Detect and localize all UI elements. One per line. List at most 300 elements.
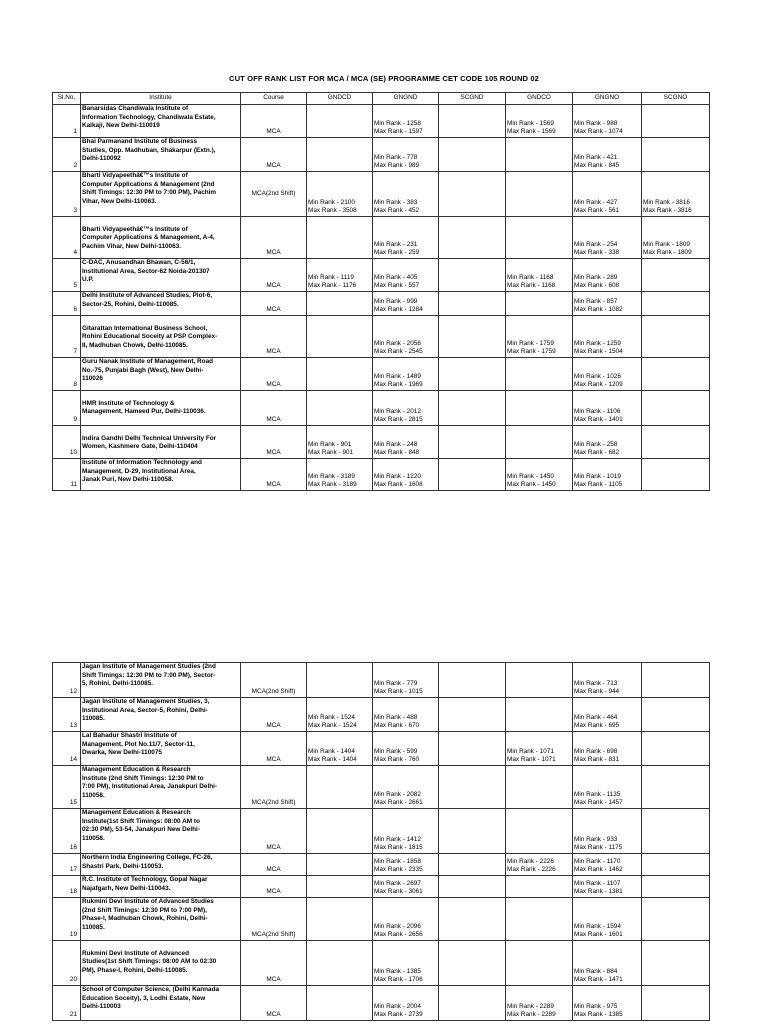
- rank-cell-gndcd: [307, 698, 373, 732]
- table-header-row: [53, 93, 710, 105]
- min-rank: Min Rank - 2100: [308, 198, 355, 206]
- rank-cell-scgno: [642, 809, 710, 854]
- rank-cell-gngno: [573, 766, 642, 809]
- table-row: [53, 426, 710, 459]
- min-rank: Min Rank - 289: [574, 273, 618, 281]
- max-rank: Max Rank - 3061: [374, 888, 423, 896]
- course-cell: MCA: [241, 292, 307, 316]
- rank-cell-gngno: [573, 292, 642, 316]
- institute-line: Bhai Parmanand Institute of Business: [82, 138, 198, 145]
- institute-line: 110058.: [82, 791, 105, 799]
- institute-cell: [81, 663, 241, 698]
- row-serial-number: 2: [53, 138, 81, 172]
- institute-line: Dwarka, New Delhi-110075: [82, 749, 162, 757]
- rank-cell-gngnd: [373, 105, 439, 138]
- rank-cell-scgno: [642, 358, 710, 391]
- institute-line: Management, D-29, Institutional Area,: [82, 467, 196, 475]
- course-cell: MCA: [241, 941, 307, 986]
- institute-cell: [81, 986, 241, 1021]
- rank-cell-gngnd: [373, 217, 439, 259]
- max-rank: Max Rank - 845: [574, 162, 620, 170]
- institute-line: Jagan Institute of Management Studies, 3,: [82, 698, 210, 705]
- institute-line: Indira Gandhi Delhi Technical University For: [82, 434, 217, 442]
- institute-cell: [81, 316, 241, 358]
- institute-line: 110026: [82, 375, 103, 383]
- rank-cell-gngnd: [373, 986, 439, 1021]
- max-rank: Max Rank - 848: [374, 449, 420, 457]
- max-rank: Max Rank - 901: [308, 449, 354, 457]
- min-rank: Min Rank - 464: [574, 713, 618, 721]
- rank-cell-gndcd: [307, 292, 373, 316]
- min-rank: Min Rank - 1071: [507, 747, 554, 755]
- institute-line: Management Education & Research: [82, 766, 191, 773]
- rank-cell-scgnd: [439, 105, 506, 138]
- min-rank: Min Rank - 1220: [374, 472, 421, 480]
- min-rank: Min Rank - 1412: [374, 835, 421, 843]
- max-rank: Max Rank - 944: [574, 688, 620, 696]
- rank-cell-gndco: [506, 292, 573, 316]
- rank-cell-gngnd: [373, 172, 439, 217]
- cutoff-table-part-1: [52, 92, 710, 491]
- row-serial-number: 8: [53, 358, 81, 391]
- institute-cell: [81, 898, 241, 941]
- min-rank: Min Rank - 857: [574, 297, 618, 305]
- institute-cell: [81, 732, 241, 766]
- institute-line: Delhi-110003: [82, 1003, 121, 1011]
- institute-line: Jagan Institute of Management Studies (2nd: [82, 663, 216, 670]
- max-rank: Max Rank - 1071: [507, 756, 556, 764]
- rank-cell-gndcd: [307, 766, 373, 809]
- min-rank: Min Rank - 988: [574, 119, 618, 127]
- rank-cell-scgnd: [439, 358, 506, 391]
- institute-line: Institute (2nd Shift Timings: 12:30 PM to: [82, 774, 204, 782]
- table-row: [53, 292, 710, 316]
- row-serial-number: 10: [53, 426, 81, 459]
- min-rank: Min Rank - 1019: [574, 472, 621, 480]
- min-rank: Min Rank - 258: [574, 440, 618, 448]
- table-row: [53, 217, 710, 259]
- rank-cell-gndcd: [307, 391, 373, 426]
- institute-line: (2nd Shift Timings: 12:30 PM to 7:00 PM),: [82, 906, 207, 914]
- rank-cell-scgno: [642, 172, 710, 217]
- min-rank: Min Rank - 1450: [507, 472, 554, 480]
- table-row: [53, 941, 710, 986]
- rank-cell-scgnd: [439, 259, 506, 292]
- institute-line: [82, 217, 239, 226]
- max-rank: Max Rank - 760: [374, 756, 420, 764]
- table-row: [53, 459, 710, 491]
- max-rank: Max Rank - 3816: [643, 207, 692, 215]
- rank-cell-scgno: [642, 217, 710, 259]
- max-rank: Max Rank - 1809: [643, 249, 692, 257]
- rank-cell-gndcd: [307, 172, 373, 217]
- max-rank: Max Rank - 1381: [574, 888, 623, 896]
- header-institute: Institute: [81, 93, 241, 105]
- institute-line: Vihar, New Delhi-110063.: [82, 197, 157, 205]
- rank-cell-scgnd: [439, 766, 506, 809]
- institute-line: PM), Phase-I, Rohini, Delhi-110085.: [82, 966, 188, 974]
- institute-cell: [81, 459, 241, 491]
- rank-cell-gndcd: [307, 217, 373, 259]
- rank-cell-scgno: [642, 138, 710, 172]
- rank-cell-gndco: [506, 426, 573, 459]
- table-row: [53, 898, 710, 941]
- max-rank: Max Rank - 1462: [574, 866, 623, 874]
- min-rank: Min Rank - 713: [574, 679, 618, 687]
- min-rank: Min Rank - 884: [574, 967, 618, 975]
- min-rank: Min Rank - 999: [374, 297, 418, 305]
- institute-cell: [81, 809, 241, 854]
- rank-cell-gndcd: [307, 259, 373, 292]
- rank-cell-gngno: [573, 259, 642, 292]
- rank-cell-scgnd: [439, 292, 506, 316]
- rank-cell-scgno: [642, 898, 710, 941]
- min-rank: Min Rank - 383: [374, 198, 418, 206]
- row-serial-number: 4: [53, 217, 81, 259]
- header-scgno: SCGNO: [642, 93, 710, 105]
- rank-cell-gngnd: [373, 316, 439, 358]
- min-rank: Min Rank - 1404: [308, 747, 355, 755]
- rank-cell-scgno: [642, 259, 710, 292]
- institute-line: Computer Applications & Management (2nd: [82, 180, 215, 188]
- row-serial-number: 18: [53, 876, 81, 898]
- max-rank: Max Rank - 1074: [574, 128, 623, 136]
- rank-cell-gngnd: [373, 426, 439, 459]
- institute-line: R.C. Institute of Technology, Gopal Nagar: [82, 876, 208, 883]
- min-rank: Min Rank - 1594: [574, 922, 621, 930]
- institute-line: Education Soceity), 3, Lodhi Estate, New: [82, 994, 206, 1002]
- max-rank: Max Rank - 338: [574, 249, 620, 257]
- table-row: [53, 876, 710, 898]
- rank-cell-scgnd: [439, 217, 506, 259]
- rank-cell-scgnd: [439, 809, 506, 854]
- row-serial-number: 17: [53, 854, 81, 876]
- rank-cell-scgnd: [439, 138, 506, 172]
- min-rank: Min Rank - 1858: [374, 857, 421, 865]
- rank-cell-scgno: [642, 876, 710, 898]
- max-rank: Max Rank - 557: [374, 282, 420, 290]
- rank-cell-gngnd: [373, 898, 439, 941]
- institute-line: Phase-I, Madhuban Chowk, Rohini, Delhi-: [82, 915, 208, 923]
- min-rank: Min Rank - 405: [374, 273, 418, 281]
- table-row: [53, 663, 710, 698]
- rank-cell-scgnd: [439, 426, 506, 459]
- institute-cell: [81, 105, 241, 138]
- rank-cell-gngno: [573, 876, 642, 898]
- row-serial-number: 15: [53, 766, 81, 809]
- course-cell: MCA: [241, 876, 307, 898]
- rank-cell-scgnd: [439, 941, 506, 986]
- header-gndcd: GNDCD: [307, 93, 373, 105]
- rank-cell-gndcd: [307, 426, 373, 459]
- institute-line: Banarsidas Chandiwala Institute of: [82, 105, 189, 112]
- institute-line: HMR Institute of Technology &: [82, 399, 175, 407]
- max-rank: Max Rank - 1168: [507, 282, 556, 290]
- row-serial-number: 9: [53, 391, 81, 426]
- institute-line: 7:00 PM), Institutional Area, Janakpuri Delhi-: [82, 783, 218, 791]
- row-serial-number: 12: [53, 663, 81, 698]
- max-rank: Max Rank - 1706: [374, 976, 423, 984]
- min-rank: Min Rank - 2096: [374, 922, 421, 930]
- rank-cell-gngnd: [373, 698, 439, 732]
- institute-line: Bharti Vidyapeethâ€™s Institute of: [82, 225, 188, 233]
- institute-cell: [81, 172, 241, 217]
- min-rank: Min Rank - 1524: [308, 713, 355, 721]
- max-rank: Max Rank - 452: [374, 207, 420, 215]
- institute-cell: [81, 426, 241, 459]
- table-row: [53, 732, 710, 766]
- header-course: Course: [241, 93, 307, 105]
- row-serial-number: 5: [53, 259, 81, 292]
- min-rank: Min Rank - 975: [574, 1002, 618, 1010]
- max-rank: Max Rank - 608: [574, 282, 620, 290]
- course-cell: MCA: [241, 809, 307, 854]
- rank-cell-scgnd: [439, 898, 506, 941]
- min-rank: Min Rank - 2056: [374, 339, 421, 347]
- min-rank: Min Rank - 1170: [574, 857, 621, 865]
- institute-line: Rukmini Devi Institute of Advanced Studies: [82, 898, 214, 905]
- rank-cell-scgno: [642, 459, 710, 491]
- institute-line: Information Technology, Chandiwala Estate,: [82, 113, 216, 121]
- institute-cell: [81, 876, 241, 898]
- table-row: [53, 809, 710, 854]
- rank-cell-gngnd: [373, 292, 439, 316]
- max-rank: Max Rank - 682: [574, 449, 620, 457]
- course-cell: MCA: [241, 426, 307, 459]
- table-row: [53, 391, 710, 426]
- rank-cell-scgno: [642, 766, 710, 809]
- institute-line: Delhi Institute of Advanced Studies, Plot-6,: [82, 292, 213, 299]
- rank-cell-gndcd: [307, 358, 373, 391]
- min-rank: Min Rank - 1026: [574, 372, 621, 380]
- table-row: [53, 698, 710, 732]
- rank-cell-gndco: [506, 358, 573, 391]
- table-row: [53, 854, 710, 876]
- rank-cell-gngnd: [373, 941, 439, 986]
- rank-cell-gndco: [506, 316, 573, 358]
- rank-cell-gngno: [573, 663, 642, 698]
- rank-cell-gngnd: [373, 732, 439, 766]
- max-rank: Max Rank - 3508: [308, 207, 357, 215]
- max-rank: Max Rank - 1385: [574, 1011, 623, 1019]
- max-rank: Max Rank - 1082: [574, 306, 623, 314]
- rank-cell-gngno: [573, 941, 642, 986]
- rank-cell-gndco: [506, 459, 573, 491]
- institute-line: Institutional Area, Sector-5, Rohini, Delhi-: [82, 706, 208, 714]
- max-rank: Max Rank - 1105: [574, 481, 623, 489]
- course-cell: MCA: [241, 217, 307, 259]
- max-rank: Max Rank - 2739: [374, 1011, 423, 1019]
- min-rank: Min Rank - 1569: [507, 119, 554, 127]
- rank-cell-gndco: [506, 854, 573, 876]
- rank-cell-scgno: [642, 941, 710, 986]
- min-rank: Min Rank - 1809: [643, 240, 690, 248]
- max-rank: Max Rank - 831: [574, 756, 620, 764]
- rank-cell-gngnd: [373, 138, 439, 172]
- institute-cell: [81, 292, 241, 316]
- header-gngnd: GNGND: [373, 93, 439, 105]
- max-rank: Max Rank - 1969: [374, 381, 423, 389]
- institute-cell: [81, 138, 241, 172]
- max-rank: Max Rank - 2656: [374, 931, 423, 939]
- max-rank: Max Rank - 1524: [308, 722, 357, 730]
- min-rank: Min Rank - 778: [374, 153, 418, 161]
- max-rank: Max Rank - 561: [574, 207, 620, 215]
- row-serial-number: 21: [53, 986, 81, 1021]
- course-cell: MCA: [241, 459, 307, 491]
- rank-cell-gngno: [573, 459, 642, 491]
- min-rank: Min Rank - 248: [374, 440, 418, 448]
- rank-cell-gngnd: [373, 259, 439, 292]
- course-cell: MCA: [241, 259, 307, 292]
- row-serial-number: 14: [53, 732, 81, 766]
- rank-cell-gngno: [573, 105, 642, 138]
- header-scgnd: SCGND: [439, 93, 506, 105]
- min-rank: Min Rank - 2082: [374, 790, 421, 798]
- max-rank: Max Rank - 1284: [374, 306, 423, 314]
- institute-line: Pachim Vihar, New Delhi-110063.: [82, 242, 181, 250]
- max-rank: Max Rank - 989: [374, 162, 420, 170]
- institute-line: Northern India Engineering College, FC-26,: [82, 854, 213, 861]
- min-rank: Min Rank - 231: [374, 240, 418, 248]
- rank-cell-gndco: [506, 876, 573, 898]
- table-row: [53, 986, 710, 1021]
- rank-cell-gndcd: [307, 809, 373, 854]
- min-rank: Min Rank - 1759: [507, 339, 554, 347]
- rank-cell-gndco: [506, 105, 573, 138]
- course-cell: MCA: [241, 698, 307, 732]
- rank-cell-gngno: [573, 854, 642, 876]
- table-row: [53, 105, 710, 138]
- rank-cell-gndcd: [307, 105, 373, 138]
- institute-line: 02:30 PM), 53-54, Janakpuri New Delhi-: [82, 826, 200, 834]
- rank-cell-gndco: [506, 941, 573, 986]
- table-row: [53, 316, 710, 358]
- rank-cell-gndco: [506, 809, 573, 854]
- max-rank: Max Rank - 1608: [374, 481, 423, 489]
- max-rank: Max Rank - 1471: [574, 976, 623, 984]
- table-row: [53, 172, 710, 217]
- rank-cell-gngno: [573, 986, 642, 1021]
- rank-cell-gndco: [506, 732, 573, 766]
- row-serial-number: 7: [53, 316, 81, 358]
- rank-cell-gngno: [573, 809, 642, 854]
- institute-cell: [81, 358, 241, 391]
- course-cell: MCA: [241, 732, 307, 766]
- rank-cell-gndcd: [307, 854, 373, 876]
- rank-cell-gngnd: [373, 854, 439, 876]
- institute-line: 110085.: [82, 715, 105, 723]
- institute-cell: [81, 259, 241, 292]
- row-serial-number: 6: [53, 292, 81, 316]
- max-rank: Max Rank - 1209: [574, 381, 623, 389]
- rank-cell-gngno: [573, 391, 642, 426]
- institute-cell: [81, 941, 241, 986]
- rank-cell-scgnd: [439, 986, 506, 1021]
- max-rank: Max Rank - 1176: [308, 282, 357, 290]
- rank-cell-scgno: [642, 854, 710, 876]
- rank-cell-gngnd: [373, 809, 439, 854]
- institute-line: Shift Timings: 12:30 PM to 7:00 PM), Pachim: [82, 189, 217, 197]
- institute-line: [82, 316, 239, 325]
- institute-line: Management, Plot No.11/7, Sector-11,: [82, 740, 195, 748]
- institute-line: Institute(1st Shift Timings: 08:00 AM to: [82, 817, 200, 825]
- rank-cell-gngno: [573, 732, 642, 766]
- table-row: [53, 766, 710, 809]
- course-cell: MCA: [241, 986, 307, 1021]
- institute-line: Gitarattan International Business School,: [82, 324, 208, 332]
- min-rank: Min Rank - 3816: [643, 198, 690, 206]
- min-rank: Min Rank - 933: [574, 835, 618, 843]
- cutoff-table-part-2: [52, 662, 710, 1021]
- header-sl-no: Sl.No.: [53, 93, 81, 105]
- min-rank: Min Rank - 2226: [507, 857, 554, 865]
- course-cell: MCA: [241, 358, 307, 391]
- rank-cell-scgnd: [439, 316, 506, 358]
- page-title: CUT OFF RANK LIST FOR MCA / MCA (SE) PROGRAMME CET CODE 105 ROUND 02: [229, 74, 539, 83]
- institute-line: Sector-25, Rohini, Delhi-110085.: [82, 300, 179, 308]
- rank-cell-gndco: [506, 663, 573, 698]
- course-cell: MCA: [241, 854, 307, 876]
- institute-line: Institute of Information Technology and: [82, 459, 202, 466]
- rank-cell-gndcd: [307, 138, 373, 172]
- rank-cell-gngnd: [373, 766, 439, 809]
- rank-cell-gngnd: [373, 876, 439, 898]
- rank-cell-gngno: [573, 358, 642, 391]
- max-rank: Max Rank - 1815: [374, 844, 423, 852]
- min-rank: Min Rank - 901: [308, 440, 352, 448]
- rank-cell-scgnd: [439, 391, 506, 426]
- course-cell: MCA: [241, 105, 307, 138]
- rank-cell-gngno: [573, 172, 642, 217]
- max-rank: Max Rank - 1569: [507, 128, 556, 136]
- rank-cell-scgnd: [439, 698, 506, 732]
- table-row: [53, 138, 710, 172]
- rank-cell-gndco: [506, 217, 573, 259]
- min-rank: Min Rank - 421: [574, 153, 618, 161]
- min-rank: Min Rank - 599: [374, 747, 418, 755]
- row-serial-number: 11: [53, 459, 81, 491]
- institute-line: Shift Timings: 12:30 PM to 7:00 PM), Sector-: [82, 671, 216, 679]
- rank-cell-scgno: [642, 292, 710, 316]
- institute-line: Studies, Opp. Madhuban, Shakarpur (Extn.),: [82, 146, 216, 154]
- institute-cell: [81, 854, 241, 876]
- rank-cell-gngno: [573, 316, 642, 358]
- institute-line: [82, 426, 239, 435]
- max-rank: Max Rank - 695: [574, 722, 620, 730]
- institute-line: No.-75, Punjabi Bagh (West), New Delhi-: [82, 366, 204, 374]
- min-rank: Min Rank - 2289: [507, 1002, 554, 1010]
- max-rank: Max Rank - 1175: [574, 844, 623, 852]
- course-cell: MCA(2nd Shift): [241, 663, 307, 698]
- rank-cell-scgnd: [439, 663, 506, 698]
- rank-cell-gndcd: [307, 459, 373, 491]
- rank-cell-gndcd: [307, 663, 373, 698]
- max-rank: Max Rank - 2289: [507, 1011, 556, 1019]
- max-rank: Max Rank - 1015: [374, 688, 423, 696]
- institute-line: II, Madhuban Chowk, Delhi-110085.: [82, 341, 188, 349]
- rank-cell-gndcd: [307, 876, 373, 898]
- min-rank: Min Rank - 488: [374, 713, 418, 721]
- min-rank: Min Rank - 254: [574, 240, 618, 248]
- row-serial-number: 20: [53, 941, 81, 986]
- institute-line: Janak Puri, New Delhi-110058.: [82, 476, 174, 484]
- rank-cell-gndcd: [307, 941, 373, 986]
- rank-cell-gngno: [573, 426, 642, 459]
- max-rank: Max Rank - 3189: [308, 481, 357, 489]
- institute-line: Women, Kashmere Gate, Delhi-110404: [82, 443, 198, 451]
- institute-cell: [81, 391, 241, 426]
